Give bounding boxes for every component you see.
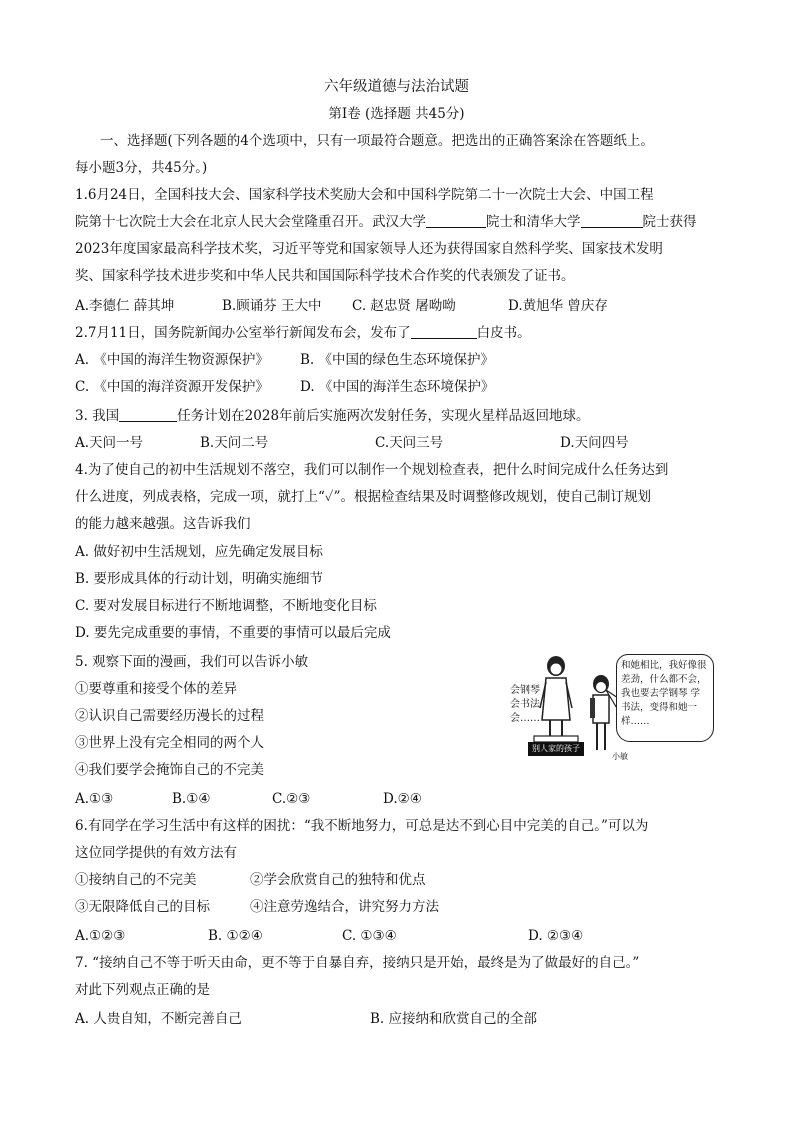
q4-line-1: 4.为了使自己的初中生活规划不落空，我们可以制作一个规划检查表，把什么时间完成什么任务达到 — [75, 462, 669, 478]
q1-line-2a: 院第十七次院士大会在北京人民大会堂隆重召开。武汉大学 — [75, 214, 426, 230]
instructions-line-2: 每小题3分，共45分。) — [75, 160, 208, 176]
instructions-line-1: 一、选择题(下列各题的4个选项中，只有一项最符合题意。把选出的正确答案涂在答题纸上。 — [100, 133, 654, 149]
q7-line-2: 对此下列观点正确的是 — [75, 982, 210, 998]
section-subtitle: 第Ⅰ卷 (选择题 共45分) — [328, 106, 465, 122]
q6-item-1: ①接纳自己的不完美 — [75, 872, 197, 888]
q2-option-b: B. 《中国的绿色生态环境保护》 — [300, 352, 495, 368]
q5-stem: 5. 观察下面的漫画，我们可以告诉小敏 — [75, 654, 309, 670]
q6-line-1: 6.有同学在学习生活中有这样的困扰：“我不断地努力，可总是达不到心目中完美的自己。”可以为 — [75, 818, 649, 834]
q3-option-a: A.天问一号 — [75, 435, 144, 451]
q3-option-c: C.天问三号 — [375, 435, 444, 451]
q1-option-b: B.顾诵芬 王大中 — [222, 298, 322, 314]
q5-item-4: ④我们要学会掩饰自己的不完美 — [75, 762, 264, 778]
q5-option-a: A.①③ — [75, 791, 114, 807]
q3-option-d: D.天问四号 — [560, 435, 629, 451]
q6-item-3: ③无限降低自己的目标 — [75, 899, 210, 915]
comic-caption-1: 会钢琴 — [510, 685, 540, 696]
q7-option-b: B. 应接纳和欣赏自己的全部 — [370, 1011, 538, 1027]
q3-stem-b: 任务计划在2028年前后实施两次发射任务，实现火星样品返回地球。 — [177, 408, 590, 424]
boy-icon — [590, 675, 609, 750]
q4-option-d: D. 要先完成重要的事情，不重要的事情可以最后完成 — [75, 625, 391, 641]
q1-option-a: A.李德仁 薛其坤 — [75, 298, 175, 314]
q2-stem — [75, 324, 531, 342]
q5-option-b: B.①④ — [172, 791, 211, 807]
q2-option-d: D. 《中国的海洋生态环境保护》 — [300, 379, 495, 395]
q6-option-c: C. ①③④ — [342, 928, 397, 944]
comic-caption-2: 会书法 — [510, 699, 540, 710]
q1-blank-1 — [426, 213, 486, 228]
comic-speech-bubble: 和她相比，我好像很差劲，什么都不会，我也要去学钢琴 学书法，变得和她一样…… — [616, 654, 714, 742]
q2-blank — [411, 324, 477, 339]
q1-line-2c: 院士获得 — [642, 214, 697, 230]
q2-option-a: A. 《中国的海洋生物资源保护》 — [75, 352, 269, 368]
pedestal-plate: 别人家的孩子 — [528, 742, 584, 756]
statue-girl-icon — [534, 656, 578, 742]
q4-option-a: A. 做好初中生活规划，应先确定发展目标 — [75, 544, 323, 560]
q3-option-b: B.天问二号 — [200, 435, 269, 451]
boy-name-label: 小敏 — [612, 752, 628, 761]
q5-item-3: ③世界上没有完全相同的两个人 — [75, 735, 264, 751]
q2-stem-b: 白皮书。 — [476, 325, 531, 341]
q4-option-b: B. 要形成具体的行动计划，明确实施细节 — [75, 571, 324, 587]
q1-blank-2 — [581, 213, 643, 228]
q1-option-c: C. 赵忠贤 屠呦呦 — [352, 298, 456, 314]
q4-line-2: 什么进度，列成表格，完成一项，就打上“✓”。根据检查结果及时调整修改规划，使自己制订规划 — [75, 489, 652, 505]
q5-item-2: ②认识自己需要经历漫长的过程 — [75, 708, 264, 724]
q5-option-c: C.②③ — [272, 791, 311, 807]
q5-option-d: D.②④ — [383, 791, 422, 807]
comic-illustration — [498, 650, 720, 768]
q5-item-1: ①要尊重和接受个体的差异 — [75, 681, 237, 697]
q3-stem — [75, 407, 590, 425]
q2-option-c: C. 《中国的海洋资源开发保护》 — [75, 379, 269, 395]
q3-stem-a: 3. 我国 — [75, 408, 120, 424]
q1-option-d: D.黄旭华 曾庆存 — [508, 298, 608, 314]
exam-title: 六年级道德与法治试题 — [324, 79, 469, 95]
q6-option-a: A.①②③ — [75, 928, 126, 944]
q4-option-c: C. 要对发展目标进行不断地调整，不断地变化目标 — [75, 598, 377, 614]
q1-line-1: 1.6月24日，全国科技大会、国家科学技术奖励大会和中国科学院第二十一次院士大会、中国工程 — [75, 187, 654, 203]
q7-line-1: 7. “接纳自己不等于听天由命，更不等于自暴自弃，接纳只是开始，最终是为了做最好的自己。” — [75, 955, 640, 971]
q6-line-2: 这位同学提供的有效方法有 — [75, 845, 237, 861]
q7-option-a: A. 人贵自知，不断完善自己 — [75, 1011, 242, 1027]
q1-line-3: 2023年度国家最高科学技术奖，习近平等党和国家领导人还为获得国家自然科学奖、国家技术发明 — [75, 241, 663, 257]
q1-line-4: 奖、国家科学技术进步奖和中华人民共和国国际科学技术合作奖的代表颁发了证书。 — [75, 268, 575, 284]
q2-stem-a: 2.7月11日，国务院新闻办公室举行新闻发布会，发布了 — [75, 325, 411, 341]
q1-line-2b: 院士和清华大学 — [486, 214, 581, 230]
comic-caption-3: 会…… — [510, 713, 540, 724]
q6-item-2: ②学会欣赏自己的独特和优点 — [250, 872, 426, 888]
q4-line-3: 的能力越来越强。这告诉我们 — [75, 516, 251, 532]
q3-blank — [119, 407, 177, 422]
q1-line-2 — [75, 213, 697, 231]
q6-option-d: D. ②③④ — [528, 928, 584, 944]
q6-item-4: ④注意劳逸结合，讲究努力方法 — [250, 899, 439, 915]
q6-option-b: B. ①②④ — [208, 928, 263, 944]
